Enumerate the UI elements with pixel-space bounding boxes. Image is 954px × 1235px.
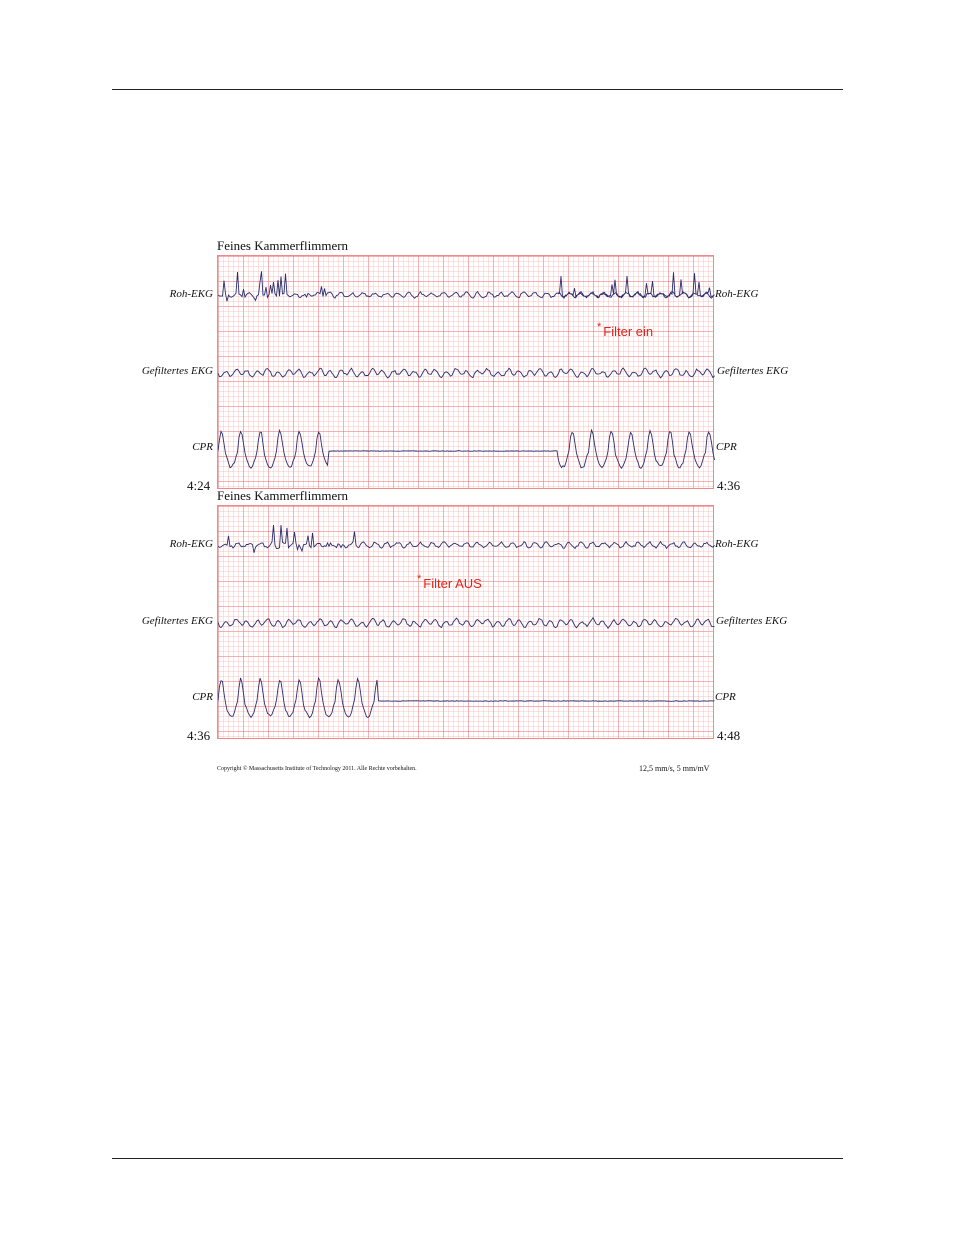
label-raw-ecg-left: Roh-EKG	[169, 288, 213, 300]
label-cpr-left: CPR	[192, 691, 213, 703]
label-filtered-ecg-left: Gefiltertes EKG	[141, 365, 213, 377]
filtered-ecg-trace	[218, 618, 715, 628]
cpr-trace	[218, 678, 715, 718]
footer-rule	[112, 1158, 843, 1159]
ecg-strip-1	[110, 238, 830, 493]
ecg-grid	[217, 255, 714, 489]
label-raw-ecg-left: Roh-EKG	[169, 538, 213, 550]
label-raw-ecg-right: Roh-EKG	[715, 288, 759, 300]
strip-title: Feines Kammerflimmern	[217, 488, 349, 503]
label-filtered-ecg-left: Gefiltertes EKG	[141, 615, 213, 627]
annotation-marker: *	[417, 573, 422, 585]
time-start: 4:36	[187, 728, 211, 743]
copyright-notice: Copyright © Massachusetts Institute of Technology 2011. Alle Rechte vorbehalten.	[217, 766, 417, 772]
strip-title: Feines Kammerflimmern	[217, 238, 349, 253]
ecg-traces	[218, 256, 715, 490]
filter-annotation: * Filter ein	[597, 321, 654, 339]
label-filtered-ecg-right: Gefiltertes EKG	[717, 365, 789, 377]
time-end: 4:36	[717, 478, 741, 493]
recording-speed: 12,5 mm/s, 5 mm/mV	[639, 764, 710, 773]
cpr-trace	[218, 430, 715, 468]
label-cpr-right: CPR	[715, 691, 736, 703]
time-end: 4:48	[717, 728, 741, 743]
ecg-strip-2	[110, 488, 830, 743]
filter-annotation: * Filter AUS	[417, 573, 482, 591]
label-raw-ecg-right: Roh-EKG	[715, 538, 759, 550]
raw-ecg-trace	[218, 271, 715, 301]
label-cpr-right: CPR	[716, 441, 737, 453]
filtered-ecg-trace	[218, 368, 715, 378]
raw-ecg-trace	[218, 525, 715, 553]
ecg-grid	[217, 505, 714, 739]
label-cpr-left: CPR	[192, 441, 213, 453]
header-rule	[112, 89, 843, 90]
label-filtered-ecg-right: Gefiltertes EKG	[716, 615, 788, 627]
ecg-traces	[218, 506, 715, 740]
time-start: 4:24	[187, 478, 211, 493]
annotation-marker: *	[597, 321, 602, 333]
